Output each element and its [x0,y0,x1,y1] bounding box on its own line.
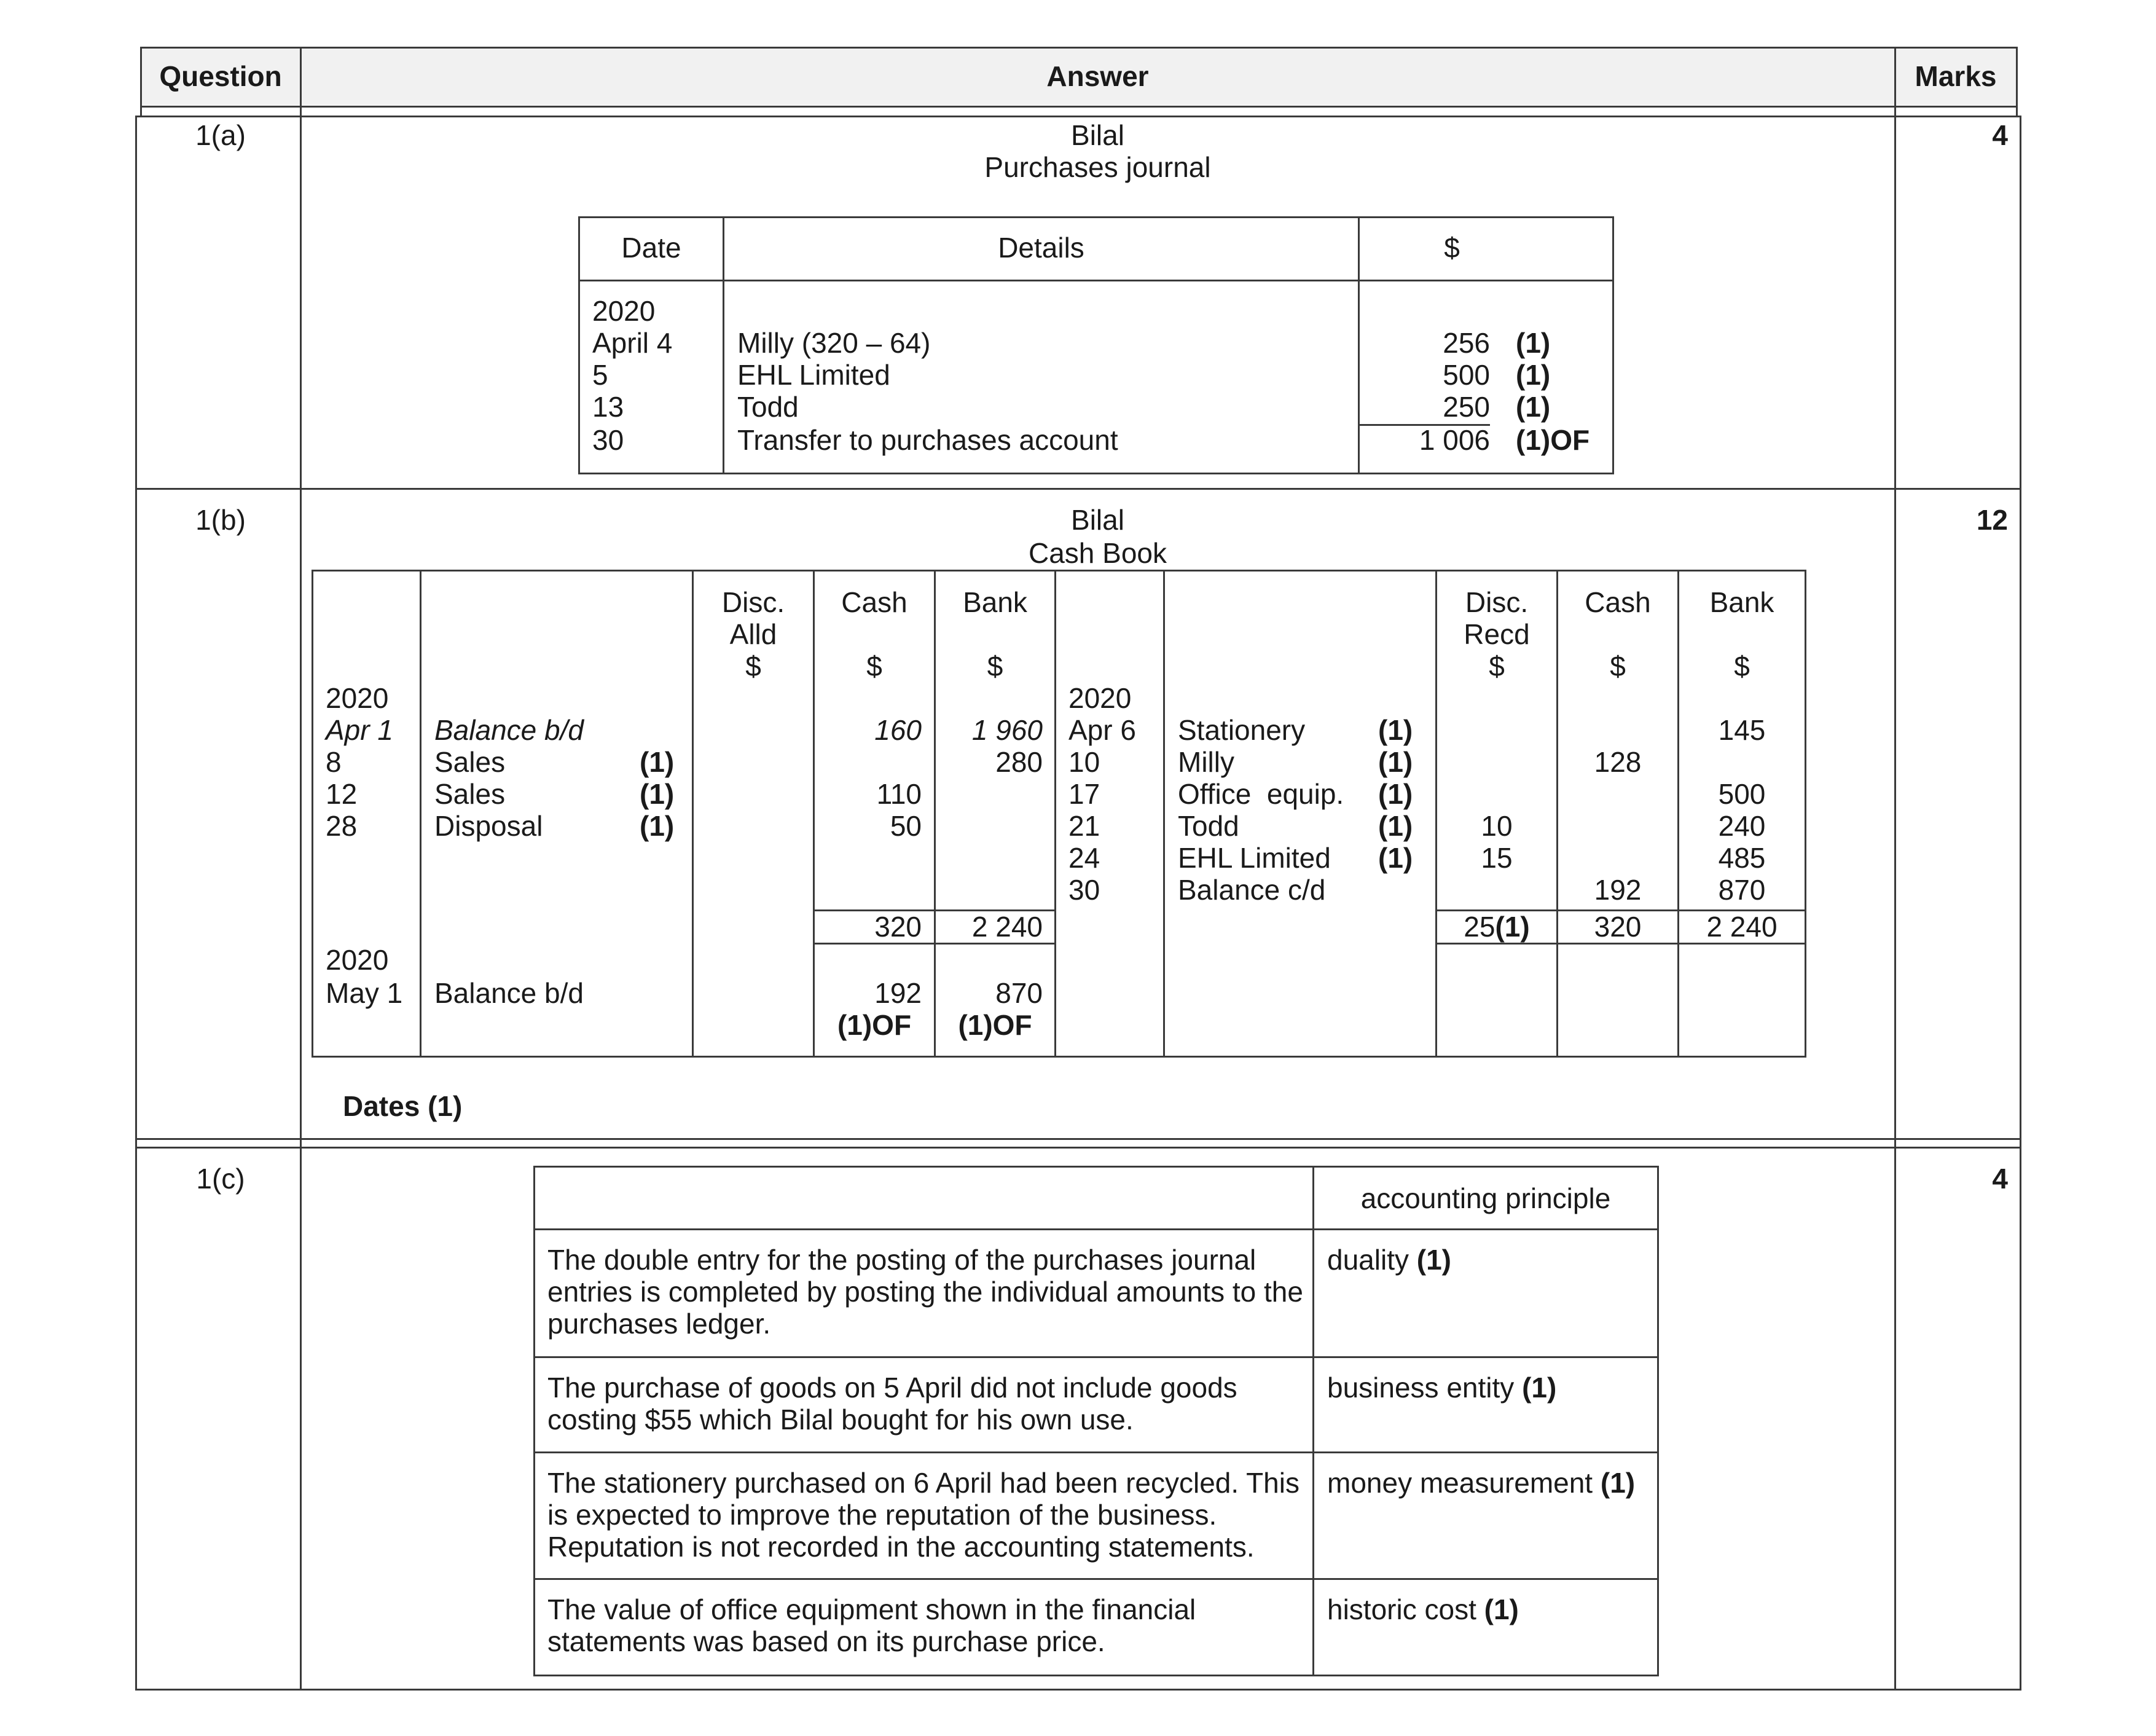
grid-rule [2016,47,2018,116]
grid-rule [135,116,137,1691]
journal-amount: 256 [1443,327,1490,359]
credit-detail: Stationery [1178,714,1306,746]
debit-detail: Disposal [434,810,543,842]
journal-amount: 500 [1443,359,1490,391]
journal-year: 2020 [592,295,656,327]
credit-year: 2020 [1068,682,1132,714]
question-number-1a: 1(a) [195,119,246,151]
debit-next-year: 2020 [326,944,389,976]
journal-amount: 250 [1443,391,1490,423]
statement-text: The value of office equipment shown in the financial statements was based on its purchase price. [547,1593,1196,1657]
column-header-amount: $ [1444,232,1460,264]
credit-bank: 485 [1718,842,1766,874]
mark-award: (1)OF [958,1009,1032,1041]
header-bank: Bank [1709,586,1774,618]
grid-rule [2020,116,2021,1691]
credit-date: 17 [1068,778,1100,810]
header-cash-unit: $ [866,650,882,682]
journal-title: Bilal [1071,119,1124,151]
statement-text: The stationery purchased on 6 April had been recycled. This is expected to improve the reputation of the business. Reputation is not recorded in the accounting statements. [547,1467,1299,1563]
credit-total-bank: 2 240 [1706,911,1778,943]
statement-text: The double entry for the posting of the purchases journal entries is completed by posting the individual amounts to the purchases ledger. [547,1244,1303,1340]
cash-book-title: Bilal [1071,504,1124,536]
journal-date: 5 [592,359,608,391]
credit-total-disc [1437,911,1556,943]
table-rule [578,473,1614,474]
question-column-header: Question [159,60,282,92]
debit-date: 12 [326,778,358,810]
grid-rule [135,1147,2021,1149]
mark-award: (1) [1495,911,1530,943]
table-rule [533,1675,1659,1676]
credit-disc: 15 [1481,842,1513,874]
credit-detail: Todd [1178,810,1239,842]
credit-date: 10 [1068,746,1100,778]
table-rule [420,570,421,1058]
header-cash-unit: $ [1610,650,1626,682]
debit-next-cash: 192 [874,977,922,1009]
cash-book-subtitle: Cash Book [1028,537,1167,569]
column-header-date: Date [621,232,681,264]
principle-name: money measurement [1327,1467,1593,1499]
credit-cash: 128 [1594,746,1642,778]
header-bank-unit: $ [1734,650,1750,682]
header-bank-unit: $ [987,650,1003,682]
mark-award: (1) [1378,746,1413,778]
header-disc-received: Recd [1464,618,1530,650]
credit-total-disc-value: 25 [1464,911,1495,943]
debit-detail: Sales [434,778,506,810]
principle-answer [1327,1372,1556,1404]
journal-detail: Transfer to purchases account [737,424,1118,456]
mark-award: (1) [1516,359,1551,391]
credit-bank: 500 [1718,778,1766,810]
header-bottom-rule [140,106,2016,108]
principle-name: duality [1327,1244,1409,1276]
header-disc-allowed: Alld [729,618,777,650]
debit-detail: Sales [434,746,506,778]
grid-rule [300,47,302,1691]
credit-disc: 10 [1481,810,1513,842]
header-bank: Bank [963,586,1027,618]
header-disc-received: Disc. [1465,586,1529,618]
debit-year: 2020 [326,682,389,714]
journal-detail: Todd [737,391,799,423]
header-disc-allowed: Disc. [721,586,785,618]
marks-1a: 4 [1992,119,2008,151]
table-rule [1805,570,1806,1058]
credit-total-cash: 320 [1594,911,1642,943]
mark-award: (1) [640,810,675,842]
journal-subtitle: Purchases journal [984,151,1211,183]
header-disc-allowed-unit: $ [745,650,761,682]
statement-text: The purchase of goods on 5 April did not include goods costing $55 which Bilal bought for his own use. [547,1372,1237,1436]
mark-award: (1) [1516,391,1551,423]
table-rule [533,1356,1659,1358]
principle-answer [1327,1593,1519,1625]
answer-column-header: Answer [1046,60,1149,92]
table-rule [312,570,1806,571]
journal-date: 30 [592,424,624,456]
debit-next-date: May 1 [326,977,403,1009]
credit-detail: EHL Limited [1178,842,1331,874]
header-cash: Cash [1585,586,1651,618]
credit-date: Apr 6 [1068,714,1136,746]
marks-column-header: Marks [1915,60,1997,92]
table-rule [312,1056,1806,1058]
debit-cash: 50 [890,810,922,842]
debit-next-bank: 870 [995,977,1043,1009]
credit-cash: 192 [1594,874,1642,906]
marks-1b: 12 [1976,504,2008,536]
grid-rule [1894,47,1896,1691]
table-rule [533,1451,1659,1453]
mark-award: (1) [1378,714,1413,746]
mark-award: (1)OF [837,1009,912,1041]
principle-name: historic cost [1327,1593,1476,1625]
header-cash: Cash [841,586,907,618]
journal-date: April 4 [592,327,673,359]
principle-answer [1327,1244,1451,1276]
table-rule [1556,570,1558,1058]
grid-rule [135,1138,2021,1140]
table-rule [578,280,1614,281]
question-number-1c: 1(c) [196,1163,245,1195]
debit-date: Apr 1 [326,714,393,746]
table-rule [813,943,1056,945]
credit-date: 21 [1068,810,1100,842]
mark-award: (1) [1484,1593,1519,1625]
table-rule [1054,570,1056,1058]
header-disc-received-unit: $ [1489,650,1505,682]
mark-award: (1) [1600,1467,1636,1499]
table-rule [578,216,1614,218]
journal-total: 1 006 [1419,424,1490,456]
debit-bank: 280 [995,746,1043,778]
credit-detail: Milly [1178,746,1234,778]
journal-detail: EHL Limited [737,359,890,391]
mark-award: (1) [1378,842,1413,874]
table-rule [1612,216,1614,474]
journal-detail: Milly (320 – 64) [737,327,931,359]
credit-bank: 145 [1718,714,1766,746]
dates-mark-note: Dates (1) [343,1090,463,1122]
table-rule [533,1166,1659,1168]
table-rule [1435,943,1806,945]
credit-detail: Office equip. [1178,778,1344,810]
debit-date: 8 [326,746,342,778]
principle-answer [1327,1467,1635,1499]
debit-cash: 110 [876,778,922,810]
credit-detail: Balance c/d [1178,874,1326,906]
debit-date: 28 [326,810,358,842]
question-number-1b: 1(b) [195,504,246,536]
mark-award: (1) [1378,778,1413,810]
debit-bank: 1 960 [971,714,1043,746]
mark-award: (1) [1378,810,1413,842]
grid-rule [135,488,2021,490]
credit-bank: 240 [1718,810,1766,842]
debit-cash: 160 [874,714,922,746]
mark-award: (1) [1416,1244,1451,1276]
header-top-rule [140,47,2016,49]
credit-date: 30 [1068,874,1100,906]
mark-award: (1) [1516,327,1551,359]
table-rule [1163,570,1165,1058]
mark-award: (1) [1522,1372,1557,1404]
table-rule [1312,1166,1314,1676]
credit-date: 24 [1068,842,1100,874]
debit-next-detail: Balance b/d [434,977,584,1009]
table-rule [533,1166,535,1676]
grid-rule [135,1689,2021,1691]
mark-award: (1) [640,746,675,778]
marks-1c: 4 [1992,1163,2008,1195]
debit-detail: Balance b/d [434,714,584,746]
mark-award: (1)OF [1516,424,1590,456]
table-rule [312,570,313,1058]
principle-column-header: accounting principle [1360,1182,1611,1214]
column-header-details: Details [998,232,1084,264]
credit-bank: 870 [1718,874,1766,906]
table-rule [1657,1166,1659,1676]
journal-date: 13 [592,391,624,423]
principle-name: business entity [1327,1372,1515,1404]
mark-award: (1) [640,778,675,810]
table-rule [533,1578,1659,1580]
debit-total-cash: 320 [874,911,922,943]
table-rule [533,1228,1659,1230]
grid-rule [135,116,2021,117]
debit-total-bank: 2 240 [971,911,1043,943]
